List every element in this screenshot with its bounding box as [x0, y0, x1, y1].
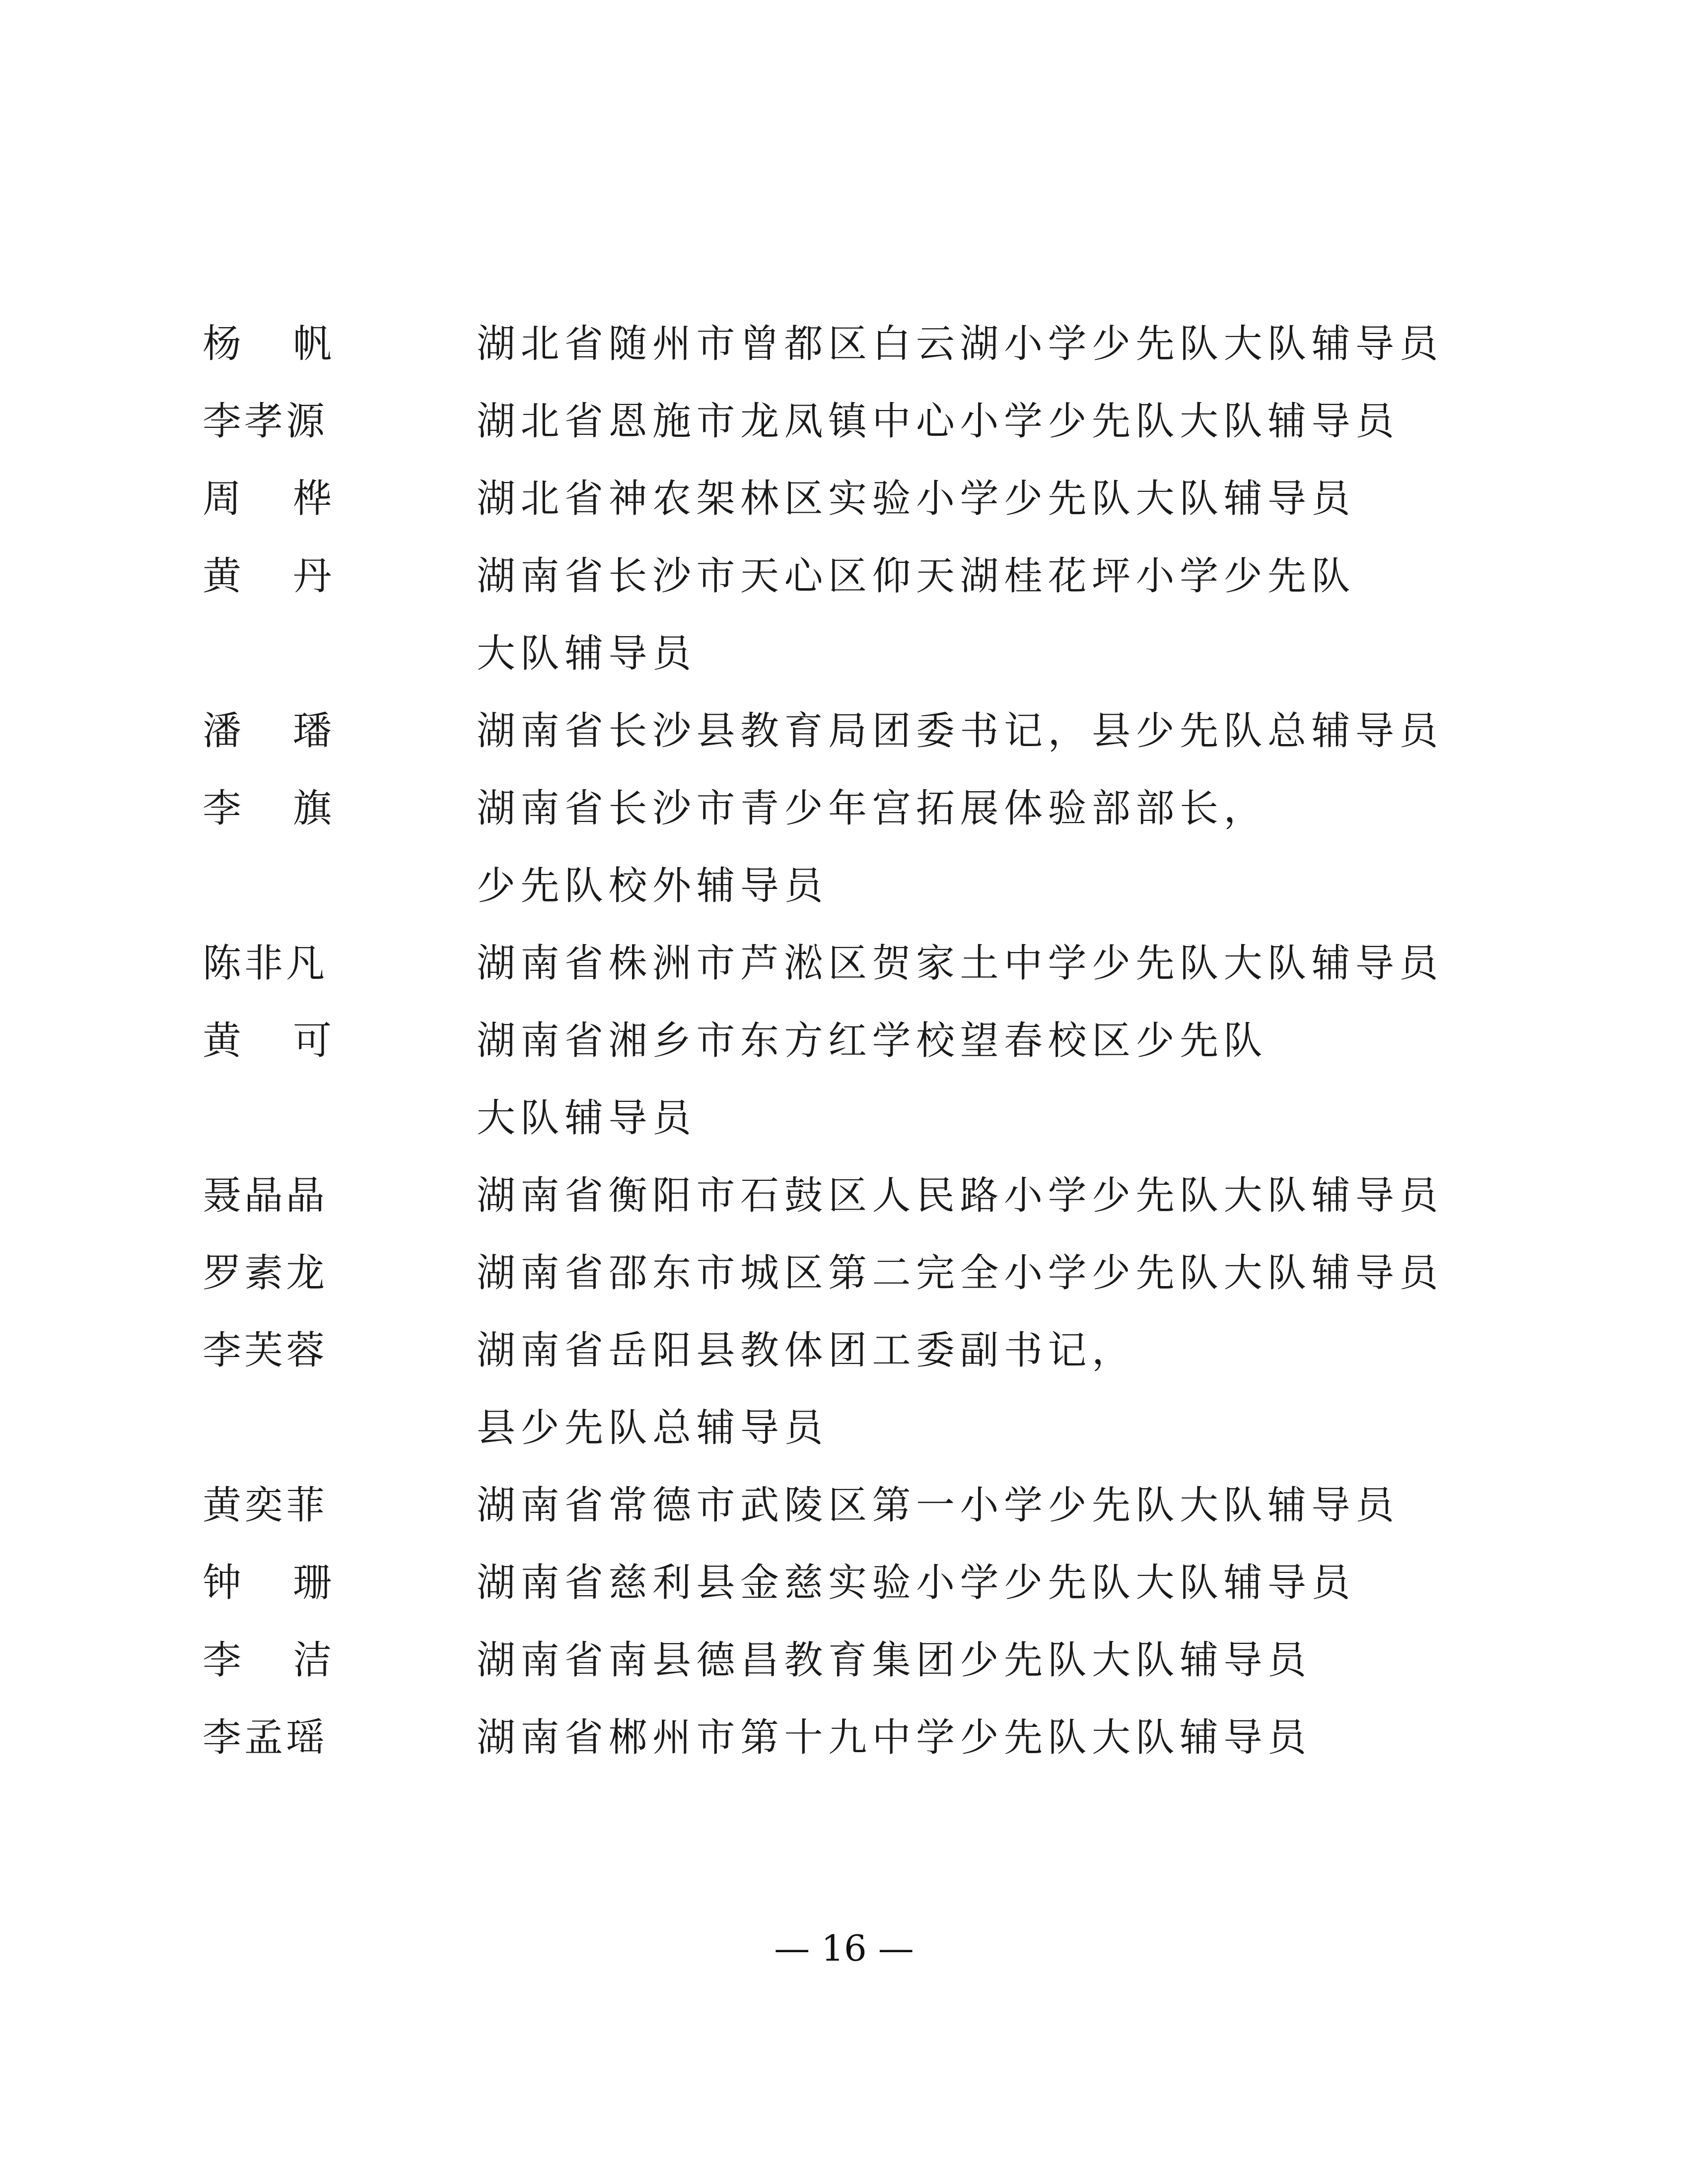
position-description — [477, 1544, 1493, 1622]
person-name — [203, 305, 332, 383]
list-item — [203, 1157, 1493, 1234]
position-description — [477, 383, 1493, 460]
name-char: 可 — [292, 1019, 332, 1063]
person-name: 罗素龙 — [203, 1251, 328, 1296]
person-name — [203, 692, 332, 770]
description-line: 湖南省南县德昌教育集团少先队大队辅导员 — [477, 1638, 1312, 1683]
name-char: 黄 — [203, 1019, 242, 1063]
description-line: 湖南省常德市武陵区第一小学少先队大队辅导员 — [477, 1483, 1400, 1528]
name-char: 旗 — [292, 786, 332, 831]
list-item — [203, 538, 1493, 692]
position-description — [477, 1002, 1493, 1157]
name-char: 杨 — [203, 322, 242, 366]
description-line: 湖南省郴州市第十九中学少先队大队辅导员 — [477, 1715, 1312, 1760]
position-description — [477, 1312, 1493, 1467]
position-description — [477, 1699, 1493, 1776]
list-item — [203, 692, 1493, 770]
name-char: 钟 — [203, 1561, 242, 1605]
name-char: 黄 — [203, 554, 242, 599]
list-item — [203, 770, 1493, 925]
position-description — [477, 692, 1493, 770]
description-line: 湖南省长沙市青少年宫拓展体验部部长， — [477, 786, 1268, 831]
name-char: 丹 — [292, 554, 332, 599]
list-item — [203, 1699, 1493, 1776]
description-line: 湖南省株洲市芦淞区贺家土中学少先队大队辅导员 — [477, 941, 1444, 986]
name-char: 洁 — [292, 1638, 332, 1683]
person-name — [203, 1002, 332, 1080]
person-name — [203, 770, 332, 847]
description-line: 湖南省长沙县教育局团委书记，县少先队总辅导员 — [477, 709, 1444, 753]
person-name: 李孟瑶 — [203, 1715, 328, 1760]
person-name: 陈非凡 — [203, 941, 328, 986]
person-name — [203, 460, 332, 538]
position-description — [477, 460, 1493, 538]
description-line: 湖北省恩施市龙凤镇中心小学少先队大队辅导员 — [477, 399, 1400, 444]
description-line: 湖北省随州市曾都区白云湖小学少先队大队辅导员 — [477, 322, 1444, 366]
position-description — [477, 1234, 1493, 1312]
list-item — [203, 383, 1493, 460]
list-item — [203, 1622, 1493, 1699]
list-item — [203, 1467, 1493, 1544]
name-char: 帆 — [292, 322, 332, 366]
list-item — [203, 1234, 1493, 1312]
list-item — [203, 1544, 1493, 1622]
page-number: — 16 — — [774, 1927, 914, 1969]
position-description — [477, 1622, 1493, 1699]
name-char: 桦 — [292, 477, 332, 521]
description-line: 湖南省慈利县金慈实验小学少先队大队辅导员 — [477, 1561, 1356, 1605]
list-item — [203, 925, 1493, 1002]
list-item — [203, 1312, 1493, 1467]
name-char: 李 — [203, 1638, 242, 1683]
person-name: 李芙蓉 — [203, 1328, 328, 1373]
position-description — [477, 1157, 1493, 1234]
person-name: 聂晶晶 — [203, 1173, 328, 1218]
list-item — [203, 1002, 1493, 1157]
description-line: 湖南省邵东市城区第二完全小学少先队大队辅导员 — [477, 1251, 1444, 1296]
person-name — [203, 538, 332, 615]
name-list — [203, 305, 1493, 1776]
description-line: 湖南省长沙市天心区仰天湖桂花坪小学少先队 — [477, 554, 1356, 599]
list-item — [203, 460, 1493, 538]
position-description — [477, 1467, 1493, 1544]
position-description — [477, 305, 1493, 383]
description-line: 少先队校外辅导员 — [477, 864, 829, 908]
position-description — [477, 925, 1493, 1002]
name-char: 璠 — [292, 709, 332, 753]
name-char: 李 — [203, 786, 242, 831]
name-char: 周 — [203, 477, 242, 521]
name-char: 珊 — [292, 1561, 332, 1605]
person-name: 黄奕菲 — [203, 1483, 328, 1528]
name-char: 潘 — [203, 709, 242, 753]
person-name — [203, 1544, 332, 1622]
position-description — [477, 538, 1493, 692]
person-name: 李孝源 — [203, 399, 328, 444]
description-line: 县少先队总辅导员 — [477, 1406, 829, 1450]
list-item — [203, 305, 1493, 383]
description-line: 大队辅导员 — [477, 1096, 697, 1141]
description-line: 湖北省神农架林区实验小学少先队大队辅导员 — [477, 477, 1356, 521]
description-line: 湖南省衡阳市石鼓区人民路小学少先队大队辅导员 — [477, 1173, 1444, 1218]
person-name — [203, 1622, 332, 1699]
description-line: 湖南省湘乡市东方红学校望春校区少先队 — [477, 1019, 1268, 1063]
position-description — [477, 770, 1493, 925]
description-line: 湖南省岳阳县教体团工委副书记， — [477, 1328, 1136, 1373]
description-line: 大队辅导员 — [477, 631, 697, 676]
